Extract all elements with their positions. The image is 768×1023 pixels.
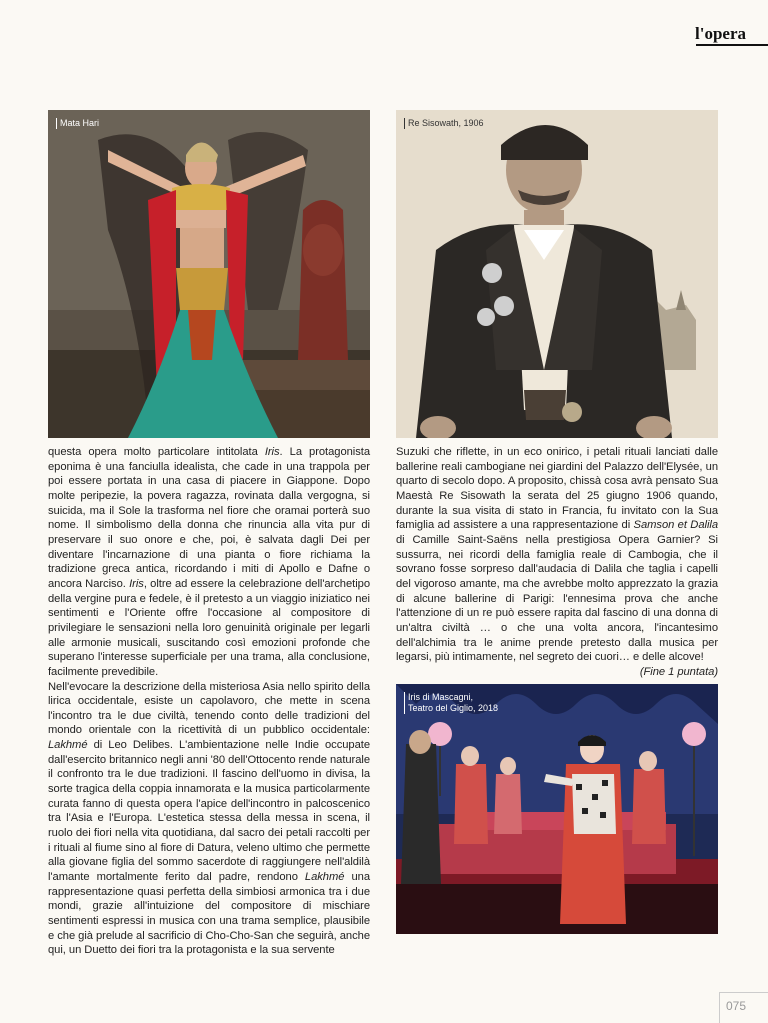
section-title: l'opera [695, 24, 746, 43]
paragraph: questa opera molto particolare intitolata Iris. La protagonista eponima è una fanciulla idealista, che cade in una trappola per poi essere portata in una casa di piacere in Giappone. Dopo molte peripezie, la povera ragazza, rovinata dalla vergogna, si suicida, ma il Sole la trasforma nel fiore che oramai porterà suo nome. Il simbolismo della donna che rinuncia alla vita pur di preservare il suo onore e che, poi, è salvata dagli Dei per diventare l'incarnazione di una pianta o fiore richiama la tradizione greca antica, ricordando i miti di Apollo e Dafne o ancora Narciso. Iris, oltre ad essere la celebrazione dell'archetipo della vergine pura e fedele, è il pretesto a un viaggio iniziatico nei sentimenti e l'Oriente offre l'occasione al compositore di privilegiare le sensazioni nella loro genuinità originale per legarli alle armonie musicali, suscitando così emozioni profonde che superano l'interesse superficiale per una trama, alla conclusione, facilmente prevedibile. [48, 446, 371, 678]
paragraph: Nell'evocare la descrizione della misteriosa Asia nello spirito della lirica occidentale, esiste un capolavoro, che mette in scena l'incontro tra le due civiltà, tenendo conto delle tradizioni del mondo orientale con la ricettività di un pubblico occidentale: Lakhmé di Leo Delibes. L'ambientazione nelle Indie occupate dall'esercito britannico negli anni '80 dell'Ottocento rende naturale il confronto tra le due tradizioni. Il fascino dell'uomo in divisa, la sorte tragica della coppia innamorata e la musica particolarmente curata fanno di questa opera l'apice dell'incontro in palcoscenico tra l'Asia e l'Europa. L'estetica stessa della messa in scena, il ruolo dei fiori nella vita quotidiana, dal sacro dei petali raccolti per i rituali al fiume sino al fiore di Datura, veleno ultimo che permette alla giovane figlia del sommo sacerdote di raggiungere nell'aldilà l'amante mortalmente ferito dal padre, rendono Lakhmé una rappresentazione quasi perfetta della simbiosi armonica tra i due mondi, grazie all'intuizione del compositore di mischiare sentimenti espressi in musica con una trama semplice, plausibile e che già prelude al sacrificio di Cho-Cho-San che seguirà, anche qui, un Duetto dei fiori tra la protagonista e la sua servente [48, 680, 371, 957]
header-rule [696, 44, 768, 46]
paragraph: Suzuki che riflette, in un eco onirico, i petali rituali lanciati dalle ballerine reali cambogiane nei giardini del Palazzo dell'Elysée, un quarto di secolo dopo. A proposito, chissà cosa avrà pensato Sua Maestà Re Sisowath la serata del 25 giugno 1906 quando, durante la sua visita di stato in Francia, fu invitato con la Sua famiglia ad assistere a una rappresentazione di Samson et Dalila di Camille Saint-Saëns nella prestigiosa Opera Garnier? Si sussurra, nei ricordi della famiglia reale di Cambogia, che il sovrano fosse sorpreso dall'audacia di Dalila che taglia i capelli del vigoroso amante, ma che avrebbe molto apprezzato la grazia di alcune ballerine di Parigi: l'ennesima prova che anche l'attenzione di un re può essere rapita dal fascino di una donna di un'altra civiltà … o che una volta ancora, l'incantesimo dell'alchimia tra le anime prende pretesto dalla musica per legarsi, più intimamente, nel segreto dei cuori… e delle alcove! [396, 446, 718, 664]
photo-caption [404, 692, 498, 714]
photo-caption: Re Sisowath, 1906 [404, 118, 484, 129]
caption-line: Teatro del Giglio, 2018 [408, 703, 499, 713]
photo-caption: Mata Hari [56, 118, 99, 129]
page-number: 075 [725, 999, 746, 1013]
mata-hari-photo [48, 110, 370, 438]
left-column [48, 445, 370, 958]
sisowath-photo [396, 110, 718, 438]
right-column [396, 445, 718, 680]
end-note: (Fine 1 puntata) [639, 665, 718, 678]
caption-line: Iris di Mascagni, [408, 692, 474, 702]
iris-photo [396, 684, 718, 934]
